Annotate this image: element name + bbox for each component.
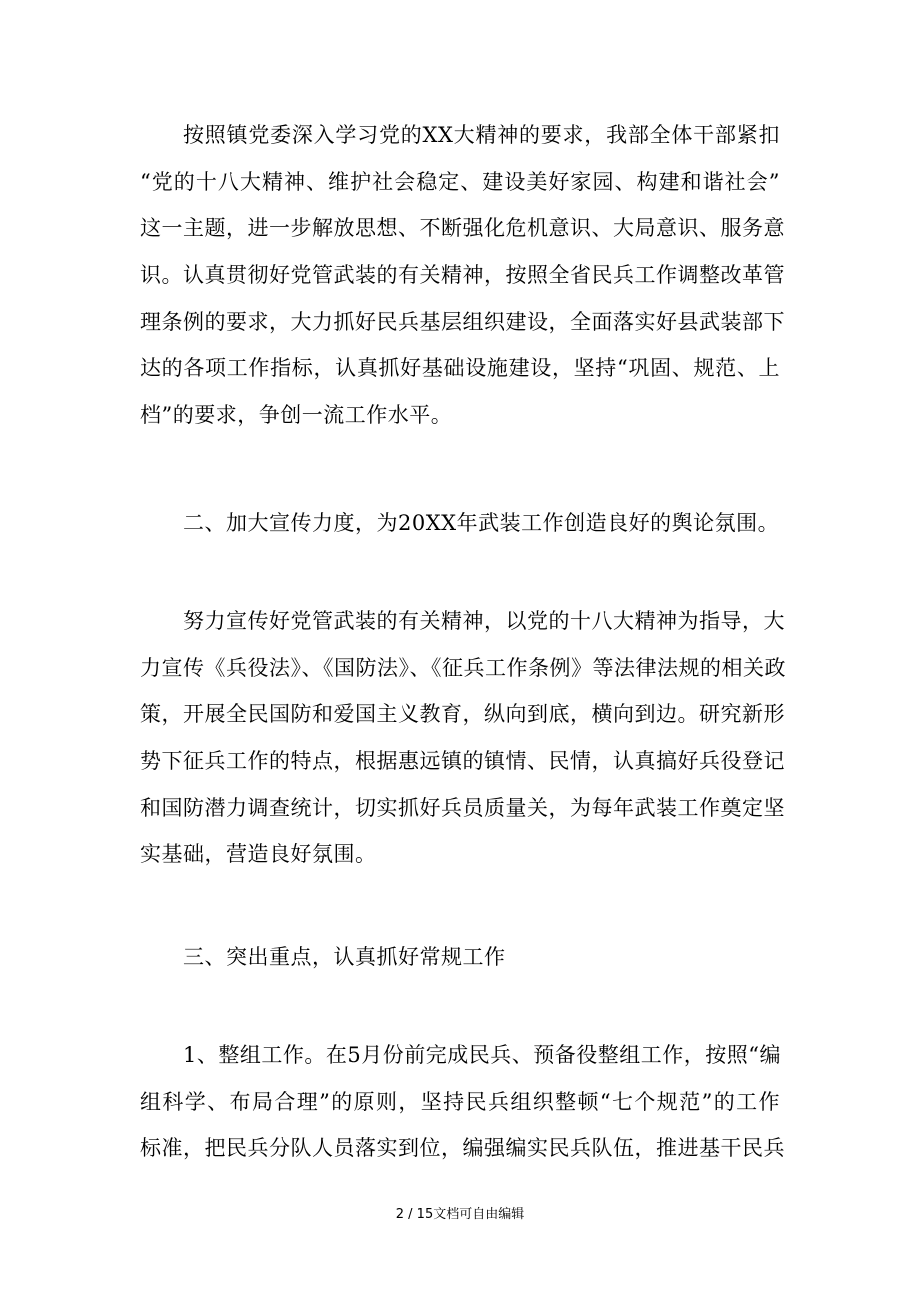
paragraph-1 — [140, 112, 785, 439]
paragraph-line: 识。认真贯彻好党管武装的有关精神，按照全省民兵工作调整改革管 — [140, 263, 785, 288]
paragraph-line: 标准，把民兵分队人员落实到位，编强编实民兵队伍，推进基干民兵 — [140, 1136, 785, 1161]
paragraph-line: 这一主题，进一步解放思想、不断强化危机意识、大局意识、服务意 — [140, 216, 785, 241]
paragraph-line: 势下征兵工作的特点，根据惠远镇的镇情、民情，认真搞好兵役登记 — [140, 749, 785, 774]
paragraph-line: 策，开展全民国防和爱国主义教育，纵向到底，横向到边。研究新形 — [140, 702, 785, 727]
paragraph-2 — [140, 598, 786, 878]
paragraph-line: 达的各项工作指标，认真抓好基础设施建设，坚持“巩固、规范、上 — [140, 356, 780, 381]
paragraph-line: 组科学、布局合理”的原则，坚持民兵组织整顿“七个规范”的工作 — [140, 1089, 780, 1114]
section-heading-text: 三、突出重点，认真抓好常规工作 — [183, 945, 506, 969]
paragraph-line: 按照镇党委深入学习党的XX大精神的要求，我部全体干部紧扣 — [183, 123, 780, 147]
section-heading-3 — [140, 934, 780, 981]
paragraph-line: 力宣传《兵役法》、《国防法》、《征兵工作条例》等法律法规的相关政 — [140, 655, 786, 680]
paragraph-line: 和国防潜力调查统计，切实抓好兵员质量关，为每年武装工作奠定坚 — [140, 795, 785, 820]
paragraph-line: 实基础，营造良好氛围。 — [140, 842, 377, 867]
paragraph-line: 理条例的要求，大力抓好民兵基层组织建设，全面落实好县武装部下 — [140, 309, 785, 334]
paragraph-3 — [140, 1032, 785, 1172]
section-heading-2 — [140, 500, 780, 547]
section-heading-text: 二、加大宣传力度，为20XX年武装工作创造良好的舆论氛围。 — [183, 511, 780, 535]
paragraph-line: 1、整组工作。在5月份前完成民兵、预备役整组工作，按照“编 — [183, 1043, 781, 1067]
page-footer — [0, 1205, 920, 1225]
page-number-info: 2 / 15文档可自由编辑 — [395, 1207, 525, 1222]
paragraph-line: 档”的要求，争创一流工作水平。 — [140, 403, 453, 428]
paragraph-line: “党的十八大精神、维护社会稳定、建设美好家园、构建和谐社会” — [140, 169, 780, 194]
paragraph-line: 努力宣传好党管武装的有关精神，以党的十八大精神为指导，大 — [183, 609, 785, 633]
